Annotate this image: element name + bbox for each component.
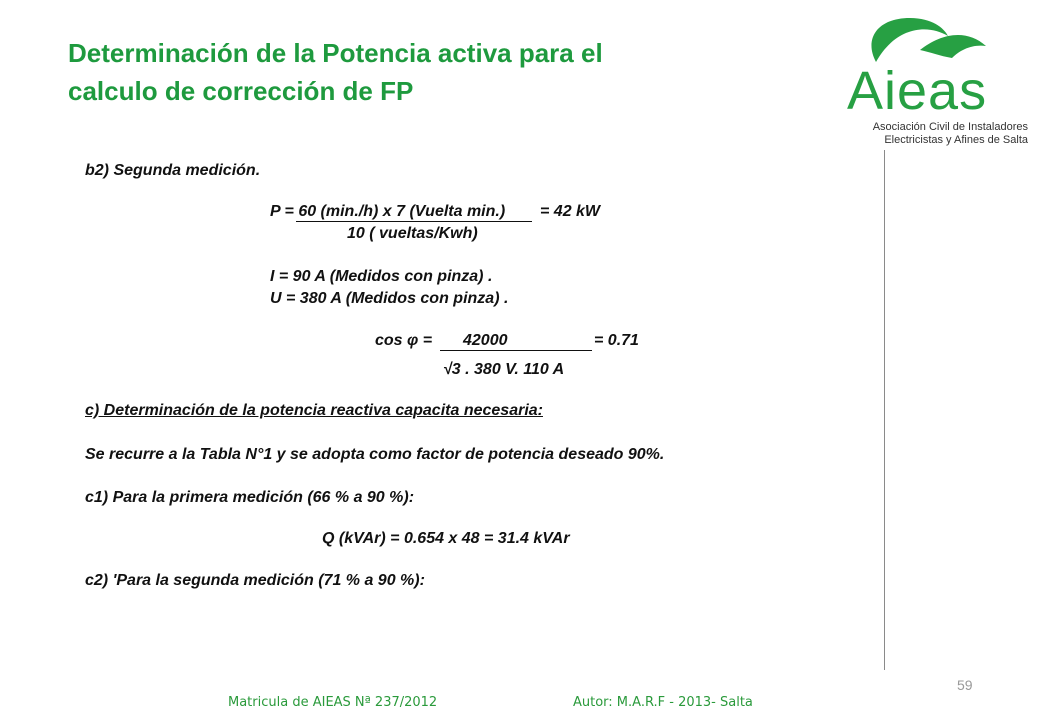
heading-b2: b2) Segunda medición. — [85, 162, 261, 179]
logo-subtitle-line-1: Asociación Civil de Instaladores — [872, 121, 1028, 133]
footer-autor: Autor: M.A.R.F - 2013- Salta — [573, 695, 753, 710]
heading-c1: c1) Para la primera medición (66 % a 90 %): — [85, 489, 415, 506]
p-fraction-line — [296, 221, 532, 222]
cos-label: cos φ = — [375, 332, 433, 349]
slide-title — [68, 34, 788, 110]
cos-fraction-line — [440, 350, 592, 351]
p-formula-numerator: P = 60 (min./h) x 7 (Vuelta min.) — [270, 203, 506, 220]
heading-c2: c2) 'Para la segunda medición (71 % a 90 %): — [85, 572, 425, 589]
title-line-2: calculo de corrección de FP — [68, 76, 414, 106]
logo-leaf-right — [920, 35, 986, 58]
cos-result: = 0.71 — [594, 332, 639, 349]
footer-matricula: Matricula de AIEAS Nª 237/2012 — [228, 695, 438, 710]
title-line-1: Determinación de la Potencia activa para el — [68, 38, 603, 68]
current-measurement: I = 90 A (Medidos con pinza) . — [270, 268, 493, 285]
p-formula-denominator: 10 ( vueltas/Kwh) — [347, 225, 478, 242]
table-reference-text: Se recurre a la Tabla N°1 y se adopta como factor de potencia deseado 90%. — [85, 446, 665, 463]
page-number: 59 — [957, 677, 973, 693]
heading-c: c) Determinación de la potencia reactiva capacita necesaria: — [85, 402, 543, 419]
vertical-divider — [884, 150, 885, 670]
logo-subtitle-line-2: Electricistas y Afines de Salta — [884, 134, 1028, 146]
logo-subtitle — [838, 121, 1028, 147]
voltage-measurement: U = 380 A (Medidos con pinza) . — [270, 290, 509, 307]
logo-wordmark: Aieas — [847, 61, 988, 121]
cos-denominator: √3 . 380 V. 110 A — [443, 361, 565, 378]
cos-numerator: 42000 — [463, 332, 508, 349]
p-formula-result: = 42 kW — [540, 203, 601, 220]
q-formula: Q (kVAr) = 0.654 x 48 = 31.4 kVAr — [322, 530, 570, 547]
